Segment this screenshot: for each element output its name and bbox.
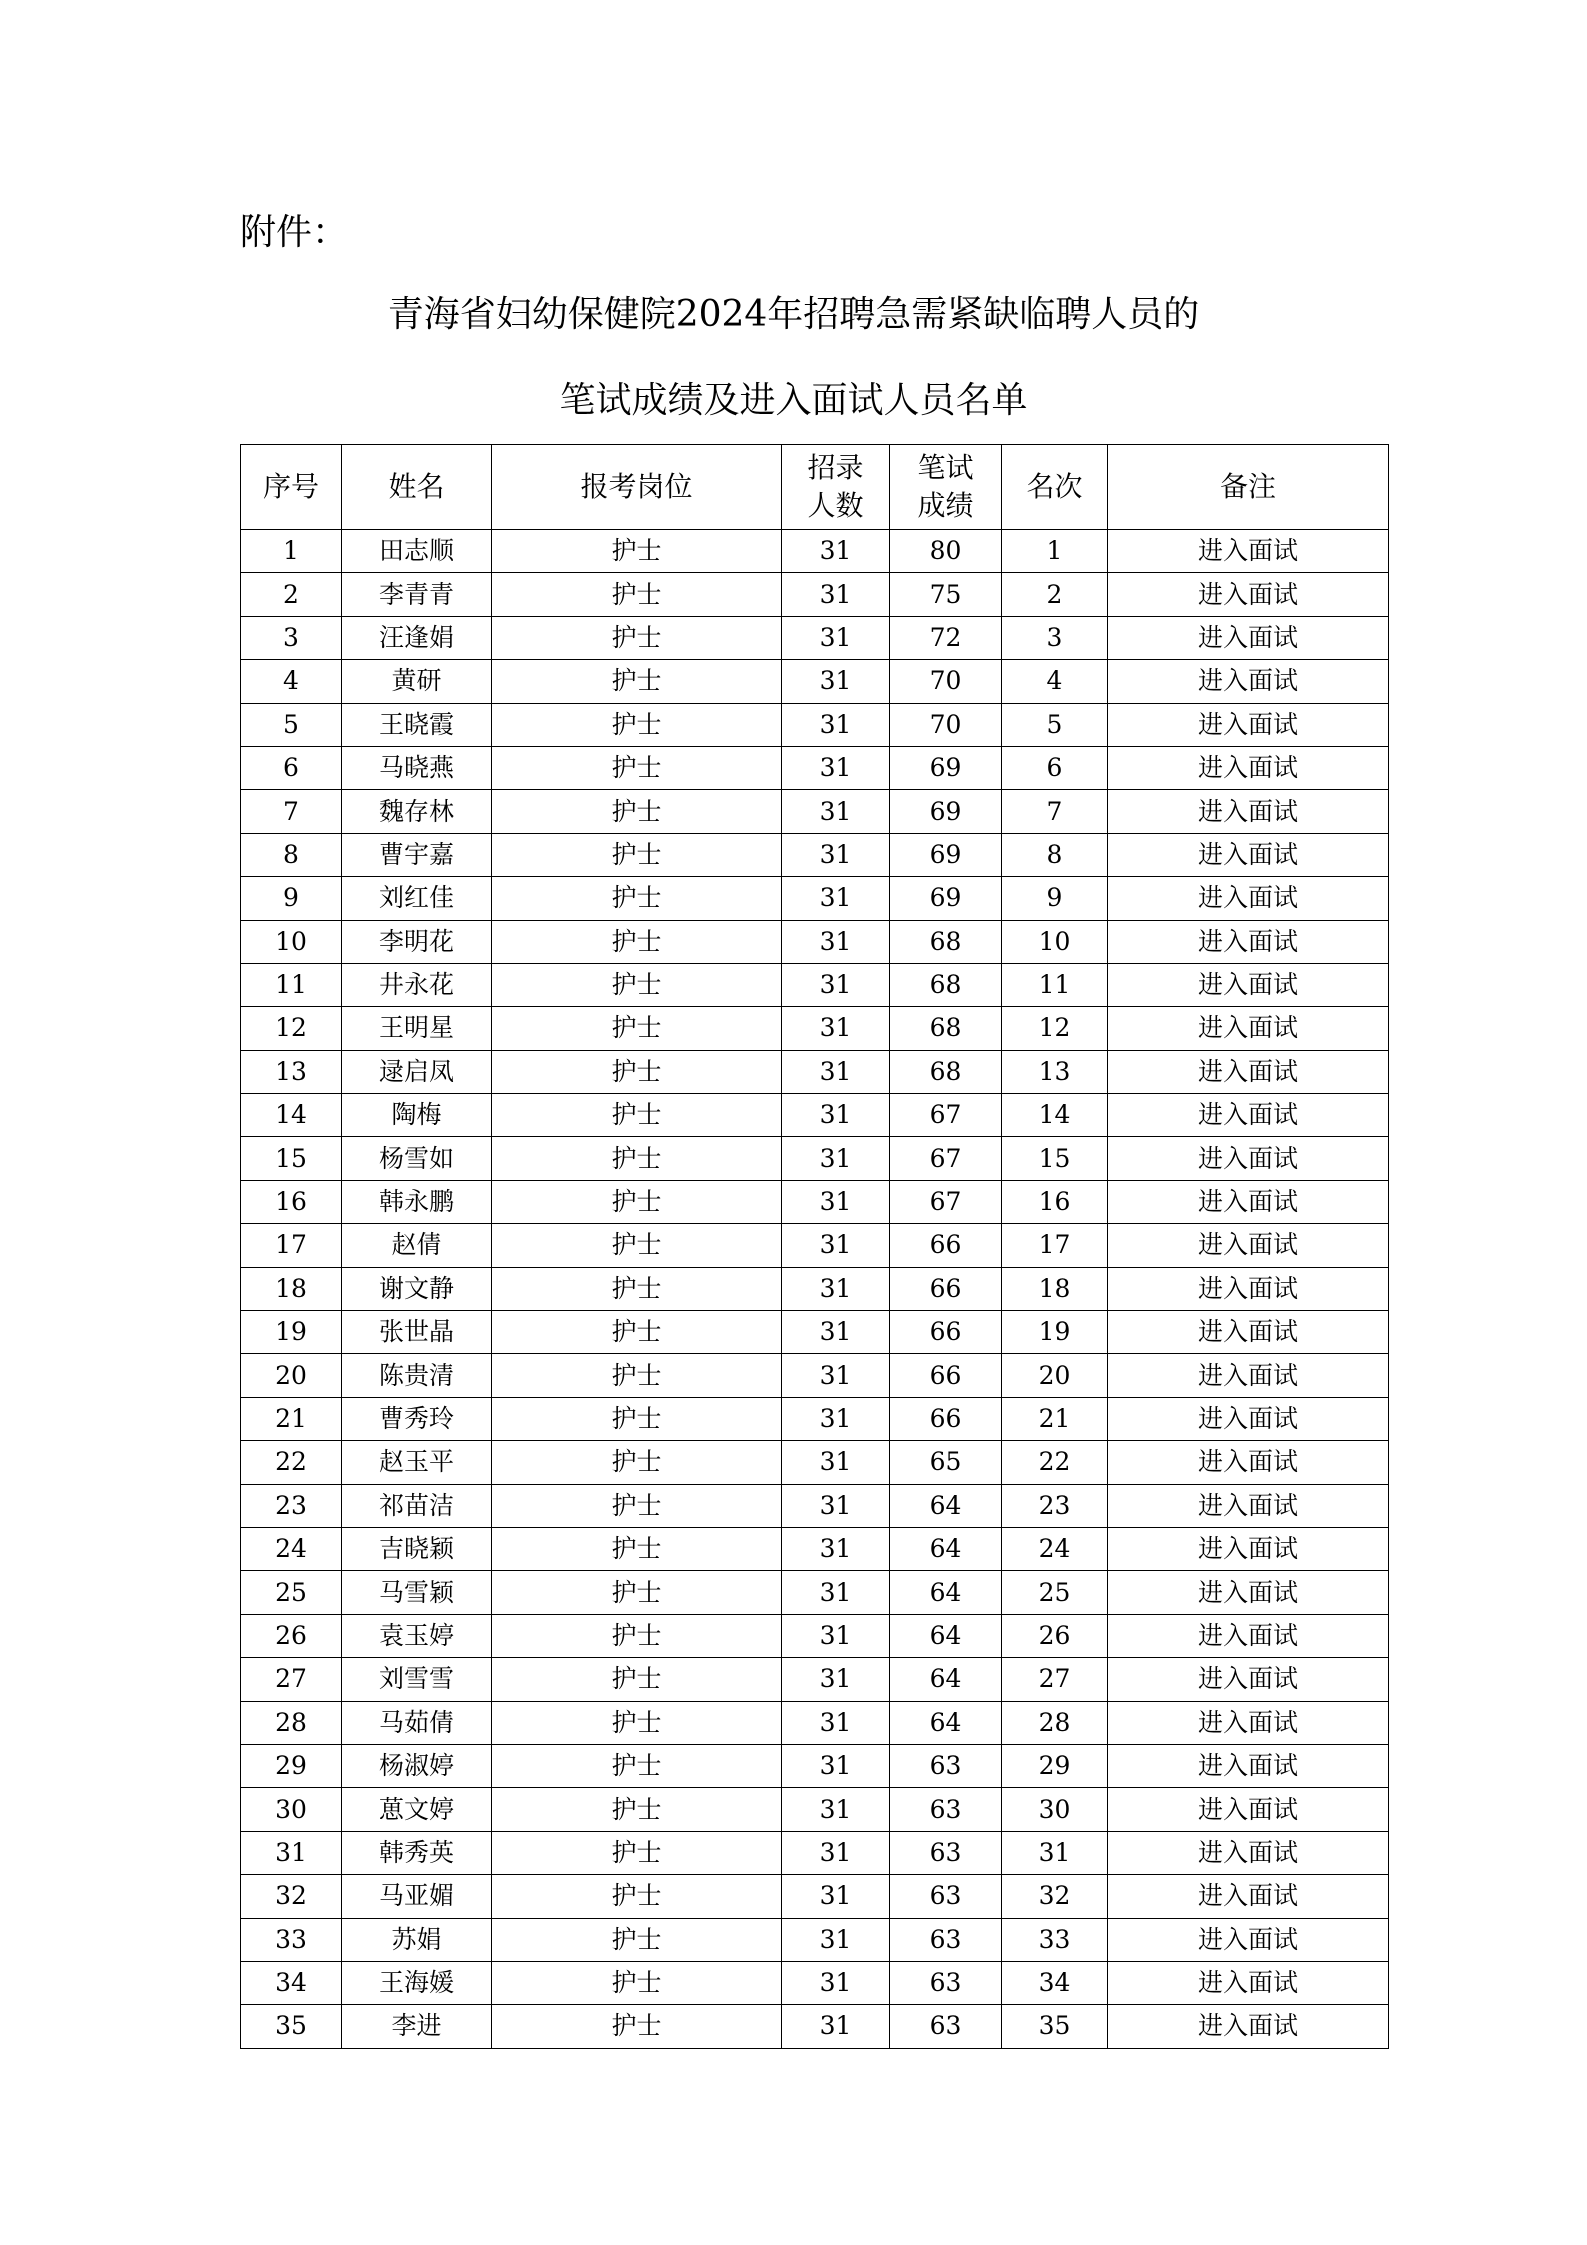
- cell-quota: 31: [782, 616, 890, 659]
- cell-rank: 13: [1002, 1050, 1108, 1093]
- cell-note: 进入面试: [1108, 1788, 1389, 1831]
- cell-note: 进入面试: [1108, 1311, 1389, 1354]
- cell-post: 护士: [492, 1094, 782, 1137]
- cell-note: 进入面试: [1108, 1441, 1389, 1484]
- cell-quota: 31: [782, 1484, 890, 1527]
- cell-name: 马晓燕: [342, 746, 492, 789]
- cell-name: 曹宇嘉: [342, 833, 492, 876]
- cell-score: 80: [890, 530, 1002, 573]
- table-row: [241, 616, 1389, 659]
- header-score-line-1: 笔试: [917, 451, 974, 484]
- cell-name: 韩秀英: [342, 1831, 492, 1874]
- cell-name: 刘雪雪: [342, 1658, 492, 1701]
- cell-seq: 32: [241, 1875, 342, 1918]
- cell-quota: 31: [782, 1961, 890, 2004]
- cell-score: 63: [890, 1788, 1002, 1831]
- cell-name: 李青青: [342, 573, 492, 616]
- cell-score: 66: [890, 1267, 1002, 1310]
- table-row: [241, 703, 1389, 746]
- cell-post: 护士: [492, 1658, 782, 1701]
- cell-name: 张世晶: [342, 1311, 492, 1354]
- cell-rank: 23: [1002, 1484, 1108, 1527]
- cell-post: 护士: [492, 1050, 782, 1093]
- cell-note: 进入面试: [1108, 1701, 1389, 1744]
- table-row: [241, 1614, 1389, 1657]
- table-row: [241, 1094, 1389, 1137]
- cell-post: 护士: [492, 790, 782, 833]
- cell-score: 68: [890, 1007, 1002, 1050]
- table-row: [241, 1527, 1389, 1570]
- cell-seq: 26: [241, 1614, 342, 1657]
- cell-name: 黄研: [342, 660, 492, 703]
- cell-seq: 14: [241, 1094, 342, 1137]
- cell-name: 陶梅: [342, 1094, 492, 1137]
- cell-post: 护士: [492, 1571, 782, 1614]
- cell-quota: 31: [782, 1918, 890, 1961]
- cell-note: 进入面试: [1108, 963, 1389, 1006]
- cell-rank: 21: [1002, 1397, 1108, 1440]
- cell-note: 进入面试: [1108, 920, 1389, 963]
- cell-quota: 31: [782, 833, 890, 876]
- cell-post: 护士: [492, 963, 782, 1006]
- cell-post: 护士: [492, 1614, 782, 1657]
- cell-note: 进入面试: [1108, 1961, 1389, 2004]
- cell-quota: 31: [782, 746, 890, 789]
- cell-post: 护士: [492, 1137, 782, 1180]
- table-row: [241, 1484, 1389, 1527]
- cell-score: 64: [890, 1658, 1002, 1701]
- cell-rank: 18: [1002, 1267, 1108, 1310]
- cell-rank: 16: [1002, 1180, 1108, 1223]
- cell-score: 66: [890, 1397, 1002, 1440]
- cell-quota: 31: [782, 963, 890, 1006]
- cell-note: 进入面试: [1108, 616, 1389, 659]
- table-row: [241, 833, 1389, 876]
- cell-score: 66: [890, 1224, 1002, 1267]
- cell-seq: 35: [241, 2005, 342, 2048]
- table-row: [241, 1007, 1389, 1050]
- cell-name: 陈贵清: [342, 1354, 492, 1397]
- table-row: [241, 1224, 1389, 1267]
- cell-name: 杨淑婷: [342, 1744, 492, 1787]
- header-name: 姓名: [342, 445, 492, 530]
- cell-note: 进入面试: [1108, 1658, 1389, 1701]
- cell-note: 进入面试: [1108, 1050, 1389, 1093]
- cell-quota: 31: [782, 2005, 890, 2048]
- cell-seq: 3: [241, 616, 342, 659]
- cell-quota: 31: [782, 1267, 890, 1310]
- cell-seq: 28: [241, 1701, 342, 1744]
- cell-rank: 7: [1002, 790, 1108, 833]
- cell-quota: 31: [782, 1744, 890, 1787]
- cell-score: 67: [890, 1094, 1002, 1137]
- cell-name: 葸文婷: [342, 1788, 492, 1831]
- cell-quota: 31: [782, 1137, 890, 1180]
- header-score-line-2: 成绩: [917, 489, 974, 522]
- cell-rank: 28: [1002, 1701, 1108, 1744]
- cell-seq: 30: [241, 1788, 342, 1831]
- cell-quota: 31: [782, 790, 890, 833]
- cell-score: 63: [890, 2005, 1002, 2048]
- cell-score: 63: [890, 1744, 1002, 1787]
- cell-score: 66: [890, 1311, 1002, 1354]
- cell-rank: 1: [1002, 530, 1108, 573]
- cell-seq: 24: [241, 1527, 342, 1570]
- cell-post: 护士: [492, 1701, 782, 1744]
- cell-rank: 34: [1002, 1961, 1108, 2004]
- cell-post: 护士: [492, 703, 782, 746]
- cell-quota: 31: [782, 1311, 890, 1354]
- attachment-label: 附件：: [240, 212, 349, 253]
- cell-name: 马茹倩: [342, 1701, 492, 1744]
- cell-quota: 31: [782, 1614, 890, 1657]
- cell-name: 刘红佳: [342, 877, 492, 920]
- cell-score: 67: [890, 1180, 1002, 1223]
- cell-name: 苏娟: [342, 1918, 492, 1961]
- cell-rank: 29: [1002, 1744, 1108, 1787]
- cell-note: 进入面试: [1108, 1744, 1389, 1787]
- results-table-body: [241, 530, 1389, 2049]
- header-quota: [782, 445, 890, 530]
- cell-post: 护士: [492, 1875, 782, 1918]
- cell-score: 63: [890, 1831, 1002, 1874]
- cell-rank: 33: [1002, 1918, 1108, 1961]
- cell-post: 护士: [492, 2005, 782, 2048]
- cell-score: 75: [890, 573, 1002, 616]
- cell-rank: 25: [1002, 1571, 1108, 1614]
- cell-note: 进入面试: [1108, 877, 1389, 920]
- cell-post: 护士: [492, 833, 782, 876]
- cell-seq: 29: [241, 1744, 342, 1787]
- cell-quota: 31: [782, 1571, 890, 1614]
- cell-seq: 8: [241, 833, 342, 876]
- cell-seq: 23: [241, 1484, 342, 1527]
- cell-score: 68: [890, 963, 1002, 1006]
- cell-note: 进入面试: [1108, 1354, 1389, 1397]
- cell-seq: 31: [241, 1831, 342, 1874]
- table-row: [241, 963, 1389, 1006]
- cell-rank: 2: [1002, 573, 1108, 616]
- cell-rank: 27: [1002, 1658, 1108, 1701]
- cell-seq: 12: [241, 1007, 342, 1050]
- header-score: [890, 445, 1002, 530]
- cell-post: 护士: [492, 616, 782, 659]
- cell-rank: 11: [1002, 963, 1108, 1006]
- cell-quota: 31: [782, 920, 890, 963]
- cell-quota: 31: [782, 1831, 890, 1874]
- table-row: [241, 530, 1389, 573]
- table-row: [241, 573, 1389, 616]
- cell-quota: 31: [782, 1094, 890, 1137]
- cell-name: 杨雪如: [342, 1137, 492, 1180]
- table-row: [241, 1267, 1389, 1310]
- cell-name: 田志顺: [342, 530, 492, 573]
- cell-note: 进入面试: [1108, 1137, 1389, 1180]
- cell-note: 进入面试: [1108, 1875, 1389, 1918]
- table-row: [241, 746, 1389, 789]
- cell-rank: 32: [1002, 1875, 1108, 1918]
- table-row: [241, 1397, 1389, 1440]
- cell-name: 谢文静: [342, 1267, 492, 1310]
- cell-note: 进入面试: [1108, 1831, 1389, 1874]
- cell-score: 69: [890, 833, 1002, 876]
- table-header-row: [241, 445, 1389, 530]
- cell-note: 进入面试: [1108, 1527, 1389, 1570]
- table-row: [241, 1311, 1389, 1354]
- table-row: [241, 1744, 1389, 1787]
- cell-post: 护士: [492, 1961, 782, 2004]
- cell-seq: 34: [241, 1961, 342, 2004]
- cell-rank: 6: [1002, 746, 1108, 789]
- cell-name: 魏存林: [342, 790, 492, 833]
- cell-name: 王晓霞: [342, 703, 492, 746]
- cell-seq: 15: [241, 1137, 342, 1180]
- table-row: [241, 1831, 1389, 1874]
- cell-quota: 31: [782, 1224, 890, 1267]
- cell-seq: 21: [241, 1397, 342, 1440]
- cell-name: 李明花: [342, 920, 492, 963]
- header-seq: 序号: [241, 445, 342, 530]
- cell-rank: 8: [1002, 833, 1108, 876]
- cell-quota: 31: [782, 1875, 890, 1918]
- cell-name: 王海媛: [342, 1961, 492, 2004]
- cell-note: 进入面试: [1108, 833, 1389, 876]
- cell-score: 66: [890, 1354, 1002, 1397]
- cell-name: 袁玉婷: [342, 1614, 492, 1657]
- cell-seq: 6: [241, 746, 342, 789]
- cell-score: 69: [890, 746, 1002, 789]
- cell-rank: 19: [1002, 1311, 1108, 1354]
- cell-post: 护士: [492, 1484, 782, 1527]
- cell-name: 吉晓颖: [342, 1527, 492, 1570]
- cell-seq: 10: [241, 920, 342, 963]
- cell-seq: 25: [241, 1571, 342, 1614]
- table-row: [241, 1701, 1389, 1744]
- cell-name: 李进: [342, 2005, 492, 2048]
- table-row: [241, 1571, 1389, 1614]
- cell-rank: 24: [1002, 1527, 1108, 1570]
- cell-seq: 33: [241, 1918, 342, 1961]
- cell-rank: 15: [1002, 1137, 1108, 1180]
- header-note: 备注: [1108, 445, 1389, 530]
- cell-seq: 1: [241, 530, 342, 573]
- cell-quota: 31: [782, 1527, 890, 1570]
- cell-quota: 31: [782, 1354, 890, 1397]
- cell-post: 护士: [492, 746, 782, 789]
- table-row: [241, 1354, 1389, 1397]
- cell-post: 护士: [492, 1441, 782, 1484]
- cell-quota: 31: [782, 1701, 890, 1744]
- cell-post: 护士: [492, 530, 782, 573]
- cell-quota: 31: [782, 573, 890, 616]
- cell-quota: 31: [782, 1397, 890, 1440]
- cell-post: 护士: [492, 1788, 782, 1831]
- cell-note: 进入面试: [1108, 1571, 1389, 1614]
- cell-rank: 20: [1002, 1354, 1108, 1397]
- cell-rank: 17: [1002, 1224, 1108, 1267]
- cell-score: 63: [890, 1875, 1002, 1918]
- cell-rank: 9: [1002, 877, 1108, 920]
- table-row: [241, 2005, 1389, 2048]
- cell-note: 进入面试: [1108, 530, 1389, 573]
- cell-seq: 9: [241, 877, 342, 920]
- cell-name: 韩永鹏: [342, 1180, 492, 1223]
- cell-rank: 22: [1002, 1441, 1108, 1484]
- table-row: [241, 1441, 1389, 1484]
- cell-score: 65: [890, 1441, 1002, 1484]
- cell-score: 64: [890, 1614, 1002, 1657]
- cell-seq: 17: [241, 1224, 342, 1267]
- cell-seq: 7: [241, 790, 342, 833]
- table-row: [241, 920, 1389, 963]
- table-row: [241, 1788, 1389, 1831]
- cell-note: 进入面试: [1108, 573, 1389, 616]
- cell-quota: 31: [782, 1050, 890, 1093]
- table-row: [241, 1961, 1389, 2004]
- cell-post: 护士: [492, 877, 782, 920]
- cell-post: 护士: [492, 1267, 782, 1310]
- cell-quota: 31: [782, 877, 890, 920]
- cell-name: 祁苗洁: [342, 1484, 492, 1527]
- cell-post: 护士: [492, 1918, 782, 1961]
- cell-rank: 10: [1002, 920, 1108, 963]
- cell-note: 进入面试: [1108, 703, 1389, 746]
- cell-post: 护士: [492, 1224, 782, 1267]
- cell-quota: 31: [782, 1441, 890, 1484]
- table-row: [241, 1918, 1389, 1961]
- cell-post: 护士: [492, 920, 782, 963]
- table-row: [241, 877, 1389, 920]
- cell-post: 护士: [492, 1354, 782, 1397]
- header-post: 报考岗位: [492, 445, 782, 530]
- cell-post: 护士: [492, 1744, 782, 1787]
- cell-name: 井永花: [342, 963, 492, 1006]
- cell-rank: 30: [1002, 1788, 1108, 1831]
- cell-note: 进入面试: [1108, 1180, 1389, 1223]
- table-row: [241, 1875, 1389, 1918]
- cell-score: 68: [890, 920, 1002, 963]
- table-row: [241, 1137, 1389, 1180]
- cell-note: 进入面试: [1108, 660, 1389, 703]
- cell-score: 70: [890, 660, 1002, 703]
- cell-quota: 31: [782, 703, 890, 746]
- cell-seq: 18: [241, 1267, 342, 1310]
- cell-score: 64: [890, 1701, 1002, 1744]
- cell-note: 进入面试: [1108, 790, 1389, 833]
- cell-rank: 12: [1002, 1007, 1108, 1050]
- cell-post: 护士: [492, 573, 782, 616]
- cell-quota: 31: [782, 1007, 890, 1050]
- header-quota-line-2: 人数: [807, 489, 864, 522]
- cell-rank: 26: [1002, 1614, 1108, 1657]
- cell-quota: 31: [782, 1180, 890, 1223]
- cell-name: 曹秀玲: [342, 1397, 492, 1440]
- results-table: [240, 444, 1389, 2049]
- cell-score: 63: [890, 1961, 1002, 2004]
- cell-seq: 20: [241, 1354, 342, 1397]
- cell-note: 进入面试: [1108, 1007, 1389, 1050]
- cell-note: 进入面试: [1108, 1918, 1389, 1961]
- cell-score: 70: [890, 703, 1002, 746]
- cell-score: 67: [890, 1137, 1002, 1180]
- cell-seq: 2: [241, 573, 342, 616]
- table-row: [241, 1658, 1389, 1701]
- cell-quota: 31: [782, 530, 890, 573]
- cell-note: 进入面试: [1108, 1614, 1389, 1657]
- cell-post: 护士: [492, 1831, 782, 1874]
- cell-score: 69: [890, 790, 1002, 833]
- cell-post: 护士: [492, 1527, 782, 1570]
- cell-note: 进入面试: [1108, 1224, 1389, 1267]
- cell-note: 进入面试: [1108, 1484, 1389, 1527]
- table-row: [241, 660, 1389, 703]
- cell-name: 马雪颖: [342, 1571, 492, 1614]
- cell-name: 赵玉平: [342, 1441, 492, 1484]
- cell-score: 68: [890, 1050, 1002, 1093]
- header-rank: 名次: [1002, 445, 1108, 530]
- cell-rank: 5: [1002, 703, 1108, 746]
- document-title-line-2: 笔试成绩及进入面试人员名单: [559, 380, 1028, 421]
- cell-quota: 31: [782, 1788, 890, 1831]
- cell-name: 赵倩: [342, 1224, 492, 1267]
- header-quota-line-1: 招录: [807, 451, 864, 484]
- cell-name: 王明星: [342, 1007, 492, 1050]
- cell-seq: 22: [241, 1441, 342, 1484]
- cell-post: 护士: [492, 1397, 782, 1440]
- table-row: [241, 790, 1389, 833]
- cell-note: 进入面试: [1108, 1397, 1389, 1440]
- table-row: [241, 1180, 1389, 1223]
- table-row: [241, 1050, 1389, 1093]
- cell-score: 63: [890, 1918, 1002, 1961]
- cell-seq: 19: [241, 1311, 342, 1354]
- cell-score: 64: [890, 1571, 1002, 1614]
- cell-quota: 31: [782, 660, 890, 703]
- cell-seq: 4: [241, 660, 342, 703]
- cell-post: 护士: [492, 1311, 782, 1354]
- cell-score: 72: [890, 616, 1002, 659]
- cell-note: 进入面试: [1108, 746, 1389, 789]
- cell-seq: 27: [241, 1658, 342, 1701]
- cell-post: 护士: [492, 1180, 782, 1223]
- cell-rank: 14: [1002, 1094, 1108, 1137]
- cell-post: 护士: [492, 1007, 782, 1050]
- cell-seq: 5: [241, 703, 342, 746]
- cell-score: 64: [890, 1527, 1002, 1570]
- cell-note: 进入面试: [1108, 1094, 1389, 1137]
- cell-seq: 11: [241, 963, 342, 1006]
- cell-seq: 16: [241, 1180, 342, 1223]
- cell-name: 马亚媚: [342, 1875, 492, 1918]
- cell-rank: 31: [1002, 1831, 1108, 1874]
- cell-rank: 4: [1002, 660, 1108, 703]
- cell-note: 进入面试: [1108, 2005, 1389, 2048]
- cell-seq: 13: [241, 1050, 342, 1093]
- cell-score: 64: [890, 1484, 1002, 1527]
- cell-note: 进入面试: [1108, 1267, 1389, 1310]
- cell-rank: 3: [1002, 616, 1108, 659]
- cell-name: 逯启凤: [342, 1050, 492, 1093]
- cell-score: 69: [890, 877, 1002, 920]
- document-title-line-1: 青海省妇幼保健院2024年招聘急需紧缺临聘人员的: [387, 294, 1200, 335]
- cell-post: 护士: [492, 660, 782, 703]
- cell-quota: 31: [782, 1658, 890, 1701]
- cell-rank: 35: [1002, 2005, 1108, 2048]
- cell-name: 汪逢娟: [342, 616, 492, 659]
